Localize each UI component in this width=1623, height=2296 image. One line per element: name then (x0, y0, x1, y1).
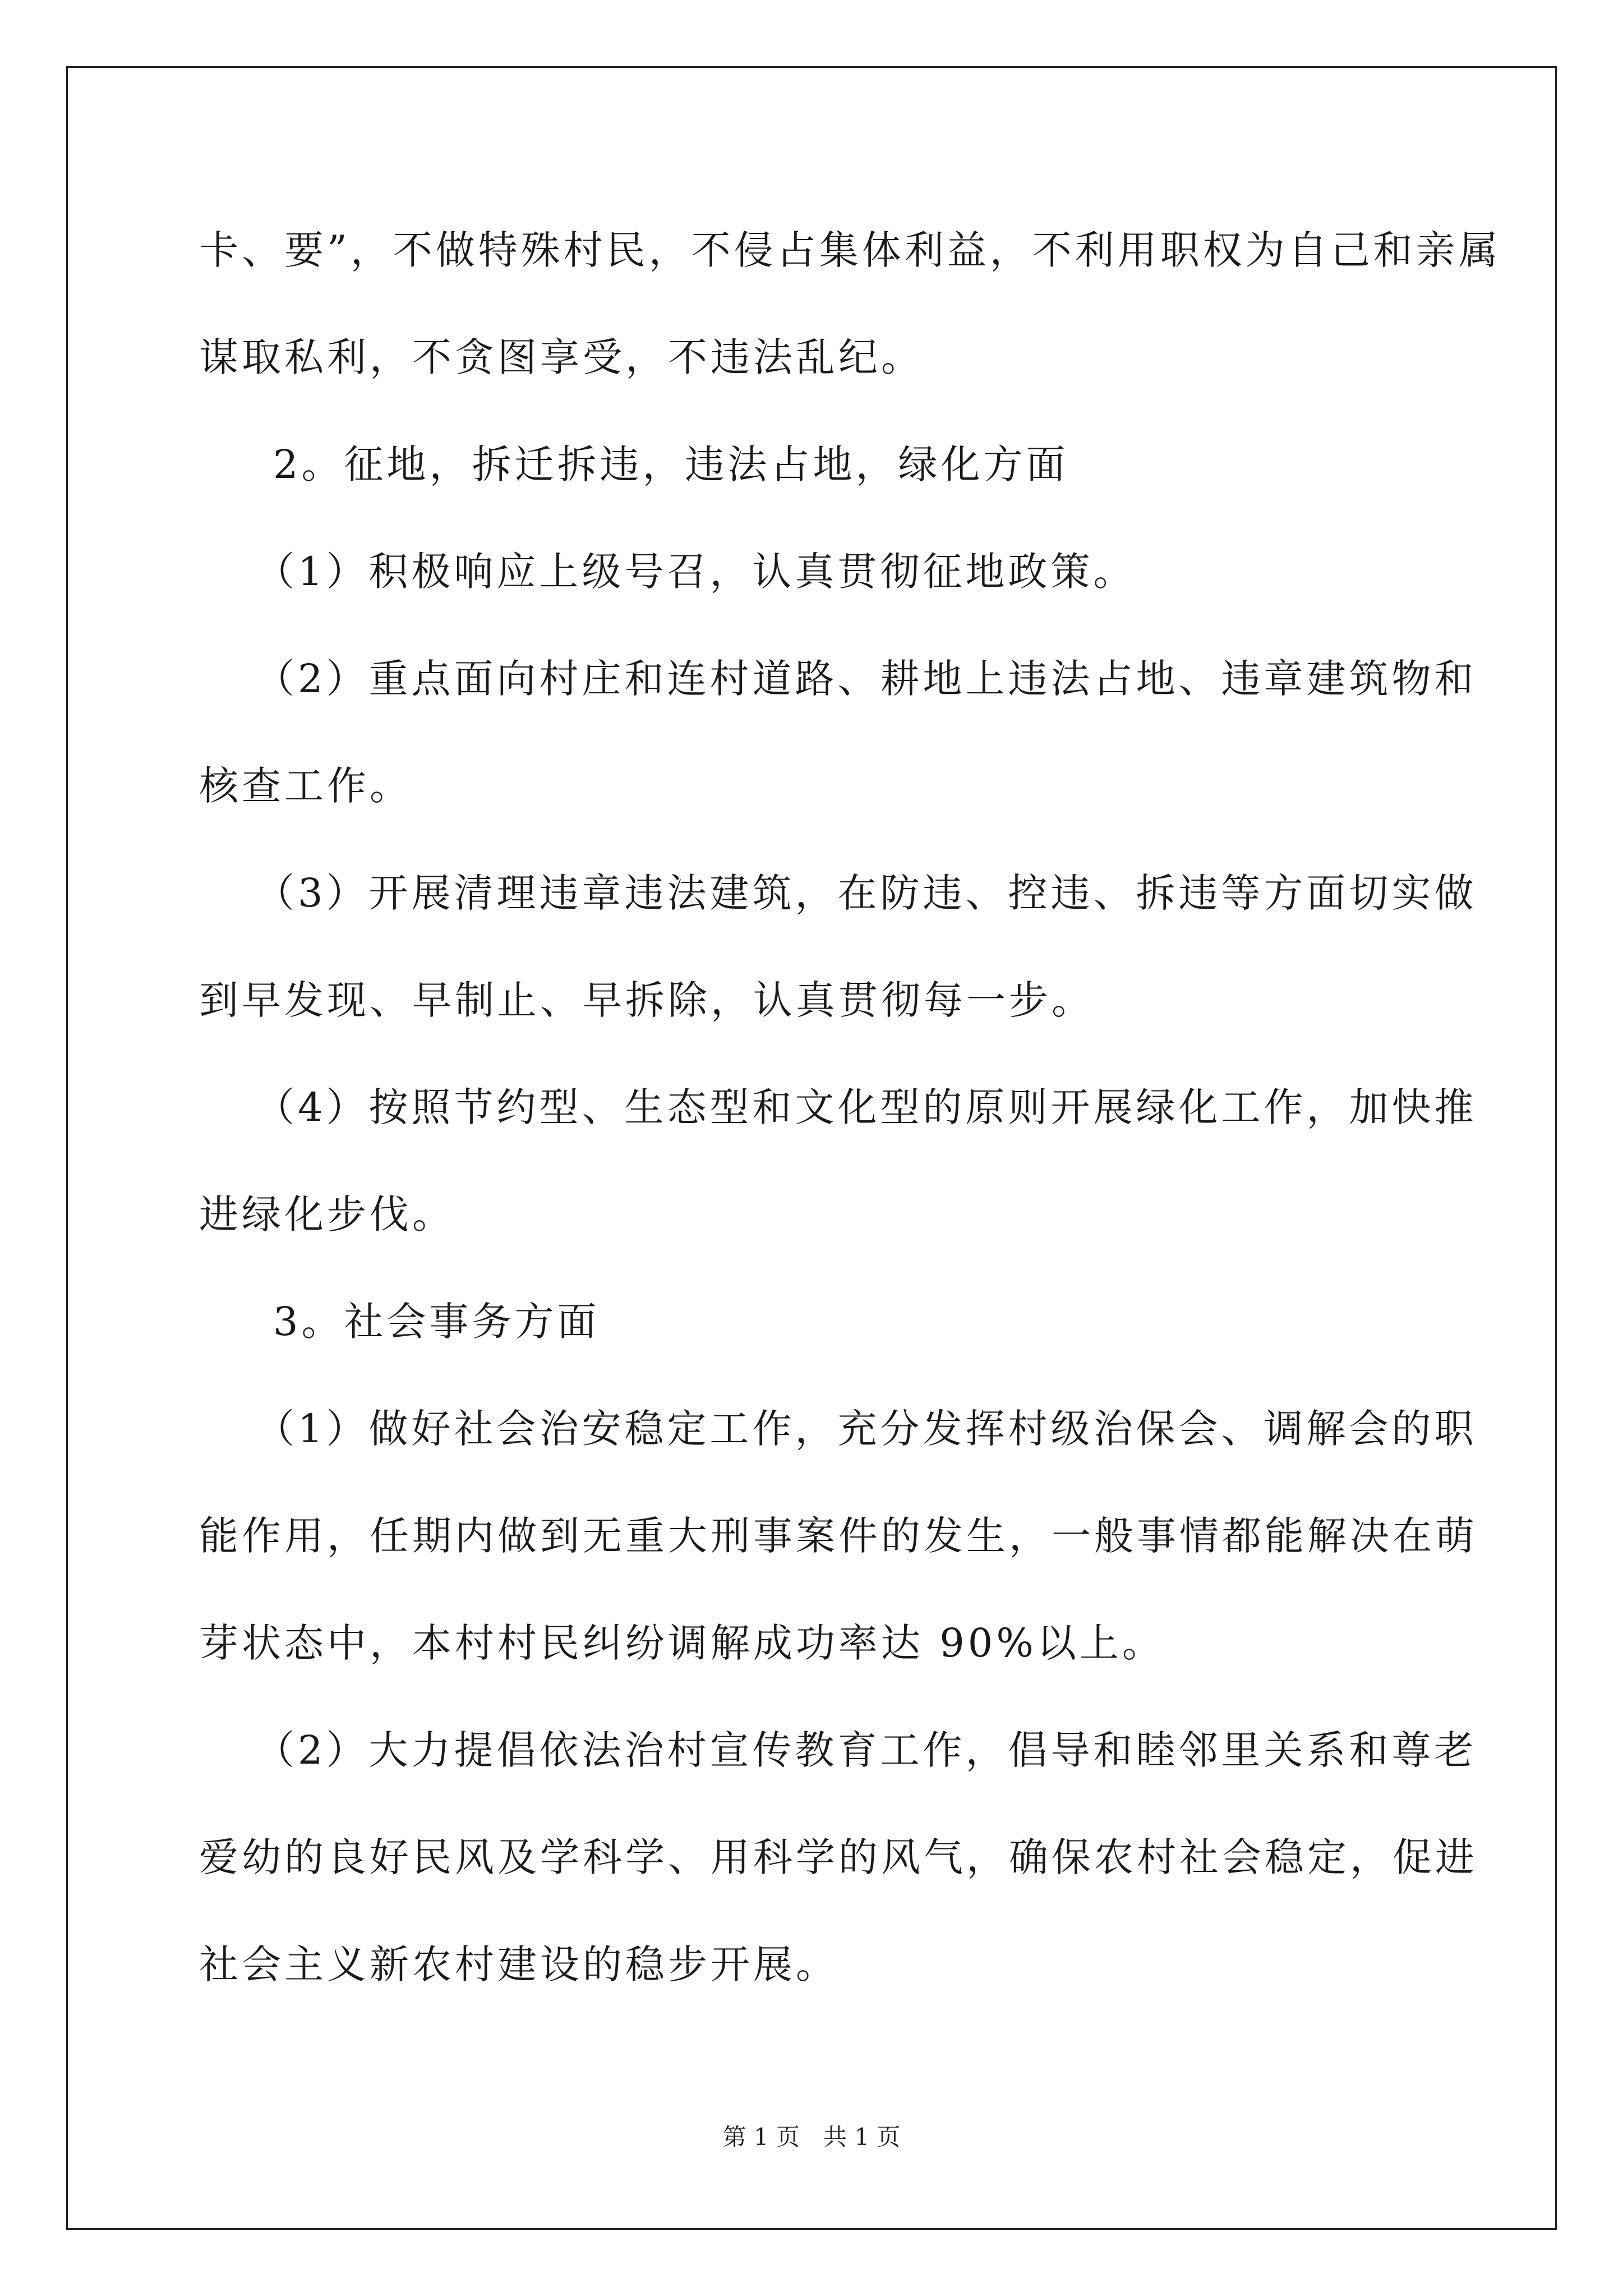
text-line: 核查工作。 (199, 763, 412, 809)
list-item: （3）开展清理违章违法建筑，在防违、控违、拆违等方面切实做 (255, 870, 1477, 916)
list-item: （2）大力提倡依法治村宣传教育工作，倡导和睦邻里关系和尊老 (255, 1727, 1477, 1773)
list-item: （1）积极响应上级号召，认真贯彻征地政策。 (255, 549, 1136, 595)
text-line: 社会主义新农村建设的稳步开展。 (199, 1941, 838, 1987)
page-border (66, 66, 1557, 2230)
list-item: （1）做好社会治安稳定工作，充分发挥村级治保会、调解会的职 (255, 1406, 1477, 1452)
text-line: 芽状态中，本村村民纠纷调解成功率达 90%以上。 (199, 1620, 1165, 1666)
list-item: （2）重点面向村庄和连村道路、耕地上违法占地、违章建筑物和 (255, 656, 1477, 702)
text-line: 到早发现、早制止、早拆除，认真贯彻每一步。 (199, 977, 1094, 1023)
page-number-footer: 第 1 页 共 1 页 (722, 2123, 901, 2151)
text-line: 进绿化步伐。 (199, 1191, 455, 1237)
text-line: 爱幼的良好民风及学科学、用科学的风气，确保农村社会稳定，促进 (199, 1834, 1478, 1880)
text-line: 谋取私利，不贪图享受，不违法乱纪。 (199, 334, 924, 380)
text-line: 卡、要”，不做特殊村民，不侵占集体利益，不利用职权为自己和亲属 (199, 227, 1501, 273)
section-heading: 2。征地，拆迁拆违，违法占地，绿化方面 (273, 441, 1069, 487)
section-heading: 3。社会事务方面 (273, 1299, 600, 1345)
list-item: （4）按照节约型、生态型和文化型的原则开展绿化工作，加快推 (255, 1084, 1477, 1130)
text-line: 能作用，任期内做到无重大刑事案件的发生，一般事情都能解决在萌 (199, 1513, 1478, 1559)
